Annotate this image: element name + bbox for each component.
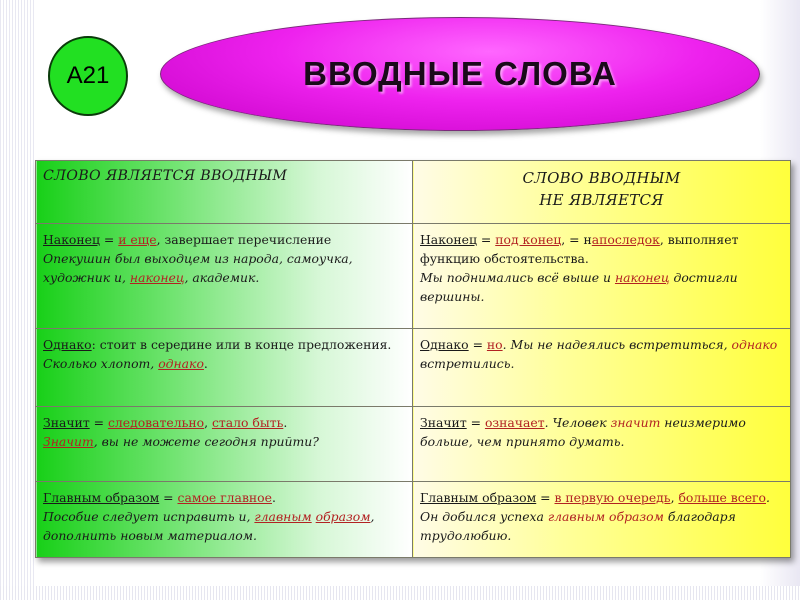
example-part: встретились. xyxy=(420,355,515,371)
example-highlight: Значит xyxy=(43,434,94,450)
rule-text xyxy=(43,413,405,451)
table-row xyxy=(36,328,791,406)
example-highlight: главным образом xyxy=(547,508,664,524)
synonym: под конец xyxy=(495,232,562,248)
cell-introductory xyxy=(36,481,413,557)
description: , выполняет функцию обстоятельства. xyxy=(420,232,739,267)
synonym: и еще xyxy=(118,232,157,248)
example-part: . Человек xyxy=(544,415,611,431)
synonym: но xyxy=(486,336,503,352)
example-part: Мы поднимались всё выше и xyxy=(420,270,615,286)
term: Однако xyxy=(43,336,92,352)
synonym: в первую очередь xyxy=(554,489,671,505)
cell-introductory xyxy=(36,224,413,329)
example-part: Опекушин был выходцем из народа, самоучка, художник и, xyxy=(43,251,353,286)
equals-sign: = xyxy=(476,232,496,248)
rule-text xyxy=(420,488,783,545)
example-part: достигли вершины. xyxy=(420,270,738,305)
synonym-prefix: н xyxy=(583,232,592,248)
description: , завершает перечисление xyxy=(156,232,332,248)
example-part: Пособие следует исправить и, xyxy=(43,508,255,524)
term: Наконец xyxy=(420,232,477,248)
example-part: неизмеримо больше, чем принято думать. xyxy=(420,415,746,450)
separator: , = xyxy=(561,232,584,248)
rules-table xyxy=(35,160,791,558)
synonym: стало быть xyxy=(211,415,284,431)
example-highlight: наконец xyxy=(614,270,670,286)
rule-text xyxy=(420,413,783,451)
page-title: ВВОДНЫЕ СЛОВА xyxy=(303,55,617,92)
synonym: апоследок xyxy=(591,232,660,248)
description: : стоит в середине или в конце предложения. xyxy=(91,336,392,352)
synonym: следовательно xyxy=(107,415,205,431)
title-banner xyxy=(160,17,760,131)
table-header-row xyxy=(36,161,791,224)
example-highlight: главным xyxy=(254,508,312,524)
example-part: , дополнить новым материалом. xyxy=(43,508,375,543)
term: Значит xyxy=(43,415,90,431)
example-part: . Мы не надеялись встретиться, xyxy=(502,336,732,352)
cell-not-introductory xyxy=(413,328,791,406)
equals-sign: = xyxy=(466,415,485,431)
term: Однако xyxy=(420,336,469,352)
table-row xyxy=(36,407,791,481)
header-is-introductory xyxy=(36,161,413,224)
cell-introductory xyxy=(36,328,413,406)
task-badge xyxy=(48,36,128,116)
example-part: Сколько хлопот, xyxy=(43,355,159,371)
table-row xyxy=(36,481,791,557)
term: Значит xyxy=(420,415,467,431)
example-highlight: значит xyxy=(610,415,661,431)
header-right-line2: НЕ ЯВЛЯЕТСЯ xyxy=(539,191,664,209)
slide-frame-bottom xyxy=(0,586,800,600)
example-part: . xyxy=(203,355,208,371)
rule-text xyxy=(420,335,783,373)
equals-sign: = xyxy=(99,232,119,248)
synonym: больше всего xyxy=(678,489,766,505)
example-sentence xyxy=(420,268,783,306)
example-highlight: наконец xyxy=(129,270,185,286)
header-not-introductory xyxy=(413,161,791,224)
example-part: . Он добился успеха xyxy=(420,489,770,524)
example-highlight: образом xyxy=(315,508,371,524)
cell-not-introductory xyxy=(413,224,791,329)
equals-sign: = xyxy=(468,336,487,352)
synonym: означает xyxy=(484,415,545,431)
header-left-text: СЛОВО ЯВЛЯЕТСЯ ВВОДНЫМ xyxy=(43,168,288,184)
example-part: , вы не можете сегодня прийти? xyxy=(93,434,319,450)
cell-not-introductory xyxy=(413,407,791,481)
separator: , xyxy=(204,415,212,431)
example-part: , академик. xyxy=(184,270,260,286)
equals-sign: = xyxy=(159,489,178,505)
term: Главным образом xyxy=(43,489,160,505)
rule-text xyxy=(420,230,783,268)
example-highlight: однако xyxy=(731,336,778,352)
example-part: благодаря трудолюбию. xyxy=(420,508,736,543)
synonym: самое главное xyxy=(177,489,272,505)
header-right-line1: СЛОВО ВВОДНЫМ xyxy=(522,169,681,187)
rule-text xyxy=(43,488,405,507)
equals-sign: = xyxy=(536,489,555,505)
cell-introductory xyxy=(36,407,413,481)
punctuation: . xyxy=(283,415,288,431)
punctuation: . xyxy=(271,489,276,505)
rule-text xyxy=(43,335,405,373)
term: Наконец xyxy=(43,232,100,248)
slide-frame-left xyxy=(0,0,34,600)
example-highlight: однако xyxy=(158,355,204,371)
table-row xyxy=(36,224,791,329)
example-sentence xyxy=(43,249,405,287)
task-badge-label: А21 xyxy=(66,62,110,89)
cell-not-introductory xyxy=(413,481,791,557)
separator: , xyxy=(670,489,679,505)
term: Главным образом xyxy=(420,489,537,505)
example-sentence xyxy=(43,507,405,545)
rule-text xyxy=(43,230,405,249)
equals-sign: = xyxy=(89,415,108,431)
